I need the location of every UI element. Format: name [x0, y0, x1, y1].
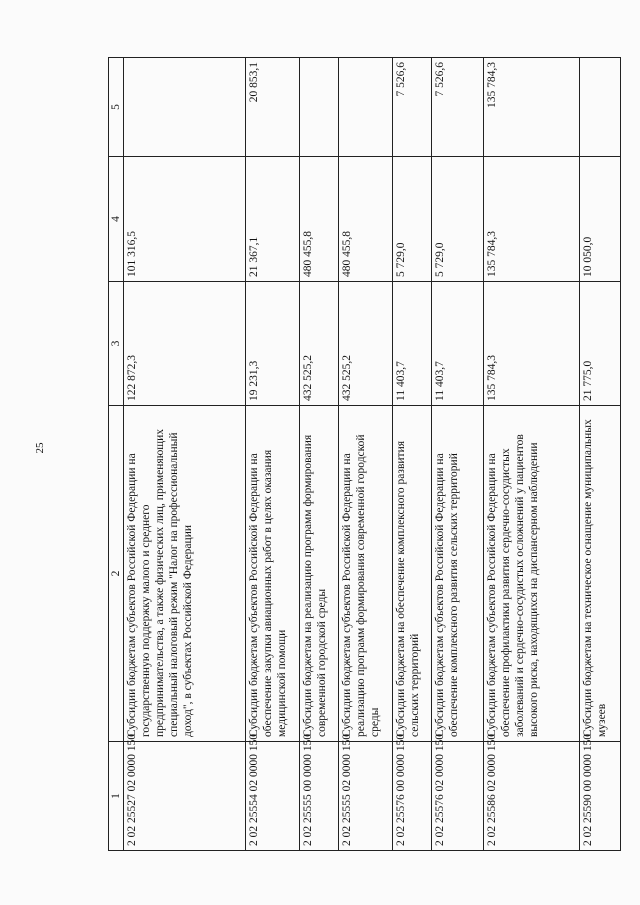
cell-name: Субсидии бюджетам субъектов Российской Федерации на государственную поддержку малого и среднего предпринимательства, а также физических лиц, применяющих специальный налоговый режим "Налог на профессиональный доход", в субъектах Российской Федерации — [124, 406, 246, 742]
cell-name: Субсидии бюджетам на техническое оснащение муниципальных музеев — [579, 406, 620, 742]
cell-col5: 20 853,1 — [245, 58, 299, 157]
header-col-4: 4 — [109, 157, 124, 282]
cell-col3: 11 403,7 — [393, 282, 432, 406]
cell-code: 2 02 25576 00 0000 150 — [393, 742, 432, 851]
cell-code: 2 02 25586 02 0000 150 — [484, 742, 579, 851]
header-col-5: 5 — [109, 58, 124, 157]
cell-col4: 480 455,8 — [338, 157, 392, 282]
cell-code: 2 02 25555 00 0000 150 — [299, 742, 338, 851]
cell-code: 2 02 25590 00 0000 150 — [579, 742, 620, 851]
cell-col5: 7 526,6 — [393, 58, 432, 157]
cell-col4: 135 784,3 — [484, 157, 579, 282]
cell-name: Субсидии бюджетам субъектов Российской Федерации на обеспечение профилактики развития сердечно-сосудистых заболеваний и сердечно-сосудистых осложнений у пациентов высокого риска, находящихся на диспансерном наблюдении — [484, 406, 579, 742]
header-col-2: 2 — [109, 406, 124, 742]
table-row — [432, 58, 484, 851]
cell-col3: 122 872,3 — [124, 282, 246, 406]
table-row — [484, 58, 579, 851]
cell-col4: 21 367,1 — [245, 157, 299, 282]
cell-col5 — [299, 58, 338, 157]
table-row — [124, 58, 246, 851]
cell-col3: 135 784,3 — [484, 282, 579, 406]
cell-col5: 7 526,6 — [432, 58, 484, 157]
header-col-3: 3 — [109, 282, 124, 406]
cell-name: Субсидии бюджетам на обеспечение комплексного развития сельских территорий — [393, 406, 432, 742]
cell-name: Субсидии бюджетам субъектов Российской Федерации на обеспечение комплексного развития сельских территорий — [432, 406, 484, 742]
cell-code: 2 02 25554 02 0000 150 — [245, 742, 299, 851]
header-col-1: 1 — [109, 742, 124, 851]
cell-col4: 101 316,5 — [124, 157, 246, 282]
cell-code: 2 02 25576 02 0000 150 — [432, 742, 484, 851]
cell-name: Субсидии бюджетам субъектов Российской Федерации на реализацию программ формирования современной городской среды — [338, 406, 392, 742]
table-row — [338, 58, 392, 851]
cell-col3: 19 231,3 — [245, 282, 299, 406]
cell-col5 — [124, 58, 246, 157]
cell-col3: 432 525,2 — [338, 282, 392, 406]
table-wrapper — [108, 58, 621, 851]
table-row — [393, 58, 432, 851]
cell-col5 — [338, 58, 392, 157]
cell-code: 2 02 25555 02 0000 150 — [338, 742, 392, 851]
cell-col4: 480 455,8 — [299, 157, 338, 282]
cell-col4: 10 050,0 — [579, 157, 620, 282]
table-row — [299, 58, 338, 851]
cell-col5 — [579, 58, 620, 157]
cell-col3: 432 525,2 — [299, 282, 338, 406]
cell-col4: 5 729,0 — [432, 157, 484, 282]
cell-name: Субсидии бюджетам субъектов Российской Федерации на обеспечение закупки авиационных работ в целях оказания медицинской помощи — [245, 406, 299, 742]
table-header-row — [109, 58, 124, 851]
cell-col3: 11 403,7 — [432, 282, 484, 406]
table-row — [245, 58, 299, 851]
cell-name: Субсидии бюджетам на реализацию программ формирования современной городской среды — [299, 406, 338, 742]
cell-col5: 135 784,3 — [484, 58, 579, 157]
cell-code: 2 02 25527 02 0000 150 — [124, 742, 246, 851]
cell-col4: 5 729,0 — [393, 157, 432, 282]
table-row — [579, 58, 620, 851]
page-number: 25 — [34, 442, 46, 454]
cell-col3: 21 775,0 — [579, 282, 620, 406]
budget-table — [108, 57, 621, 851]
